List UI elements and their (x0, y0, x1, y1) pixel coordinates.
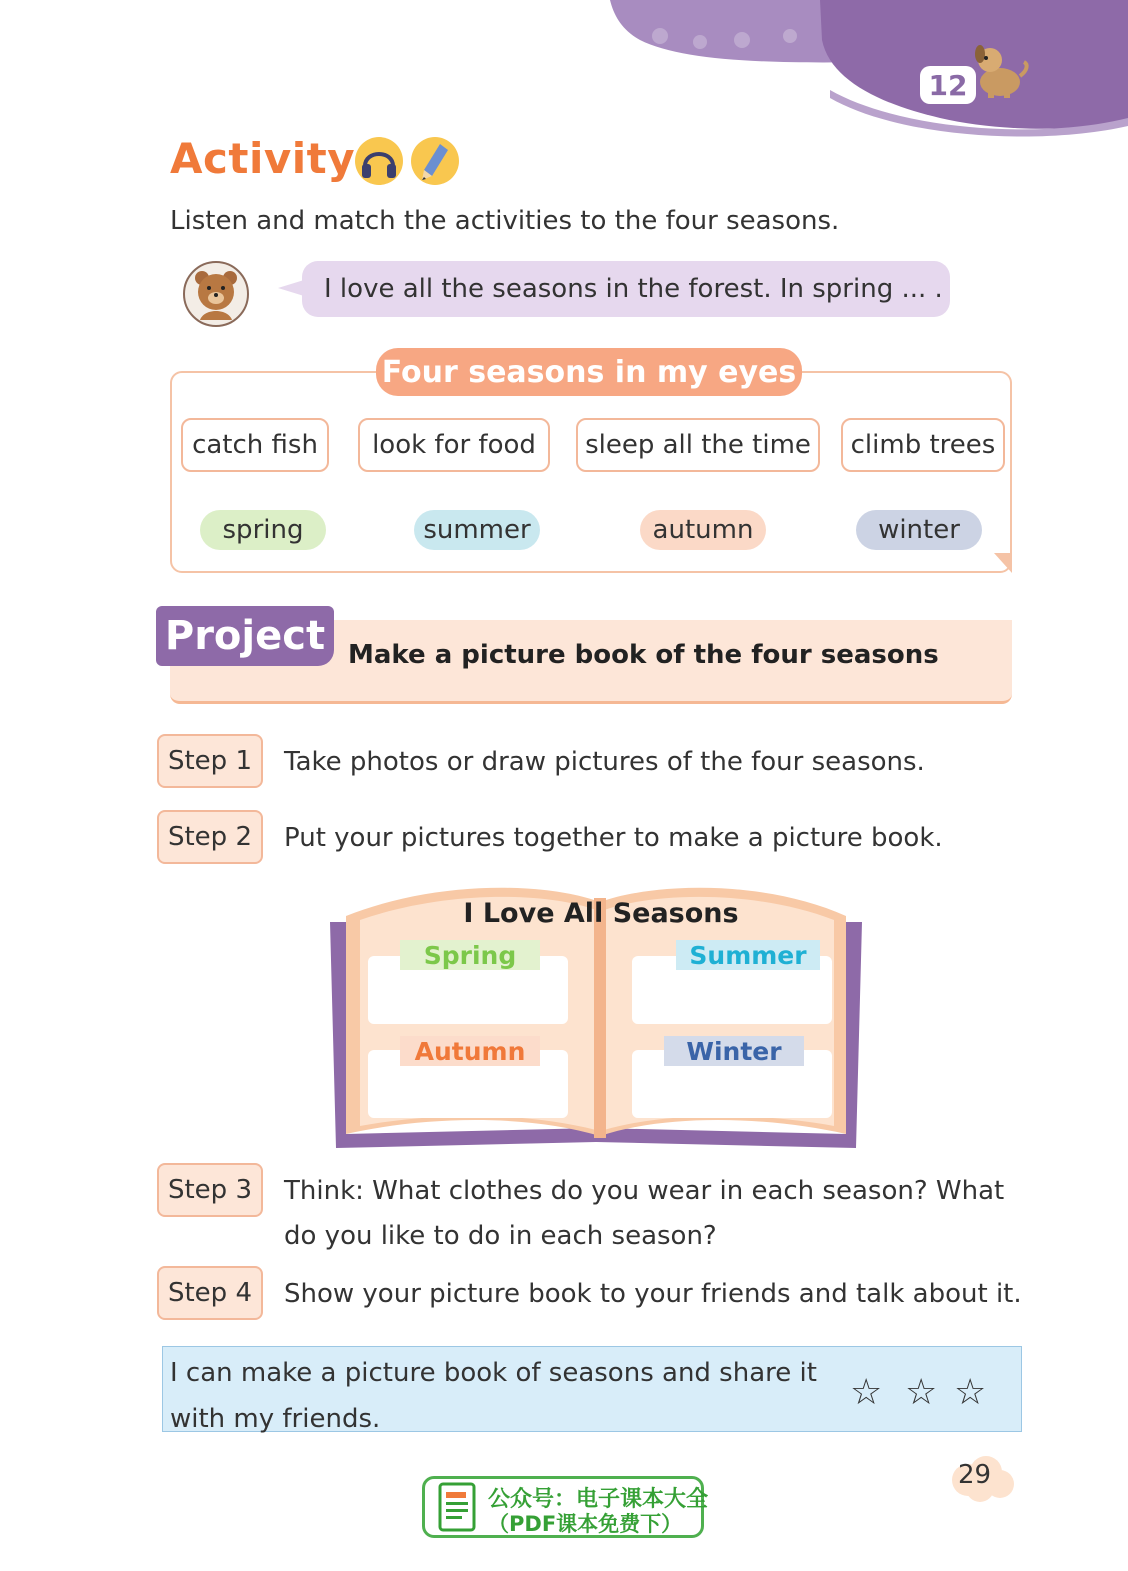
activity-chip-catch-fish[interactable]: catch fish (181, 418, 329, 472)
rating-star-1[interactable]: ☆ (850, 1372, 883, 1413)
page-number: 29 (958, 1460, 992, 1490)
activity-title: Activity (170, 134, 356, 183)
season-pill-spring[interactable]: spring (200, 510, 326, 550)
rating-star-3[interactable]: ☆ (954, 1372, 987, 1413)
project-tag: Project (156, 606, 334, 666)
seasons-box-title: Four seasons in my eyes (376, 348, 802, 396)
ribbon-winter: Winter (664, 1036, 804, 1066)
step-1-text: Take photos or draw pictures of the four seasons. (284, 747, 925, 777)
step-4-tag: Step 4 (157, 1266, 263, 1320)
book-title: I Love All Seasons (463, 898, 739, 929)
step-3-text: Think: What clothes do you wear in each season? What do you like to do in each season? (284, 1176, 1005, 1251)
bear-icon (182, 260, 250, 328)
headphones-icon (354, 136, 404, 186)
ribbon-spring: Spring (400, 940, 540, 970)
step-3-tag: Step 3 (157, 1163, 263, 1217)
unit-number-badge: 12 (920, 66, 976, 104)
book-icon (436, 1482, 480, 1534)
watermark-line-1: 公众号：电子课本大全 (488, 1487, 709, 1512)
speech-bubble-tail (278, 280, 304, 296)
ribbon-summer: Summer (676, 940, 820, 970)
dog-icon (968, 40, 1030, 100)
season-pill-winter[interactable]: winter (856, 510, 982, 550)
season-pill-autumn[interactable]: autumn (640, 510, 766, 550)
speech-text: I love all the seasons in the forest. In spring ... . (324, 274, 943, 304)
watermark-line-2: （PDF课本免费下） (488, 1512, 683, 1536)
activity-instruction: Listen and match the activities to the four seasons. (170, 206, 840, 236)
project-subtitle: Make a picture book of the four seasons (348, 640, 939, 670)
activity-chip-sleep-all-the-time[interactable]: sleep all the time (576, 418, 820, 472)
step-2-tag: Step 2 (157, 810, 263, 864)
activity-chip-look-for-food[interactable]: look for food (358, 418, 550, 472)
step-1-tag: Step 1 (157, 734, 263, 788)
box-corner-fold (994, 553, 1012, 573)
speech-bubble (302, 261, 950, 317)
step-2-text: Put your pictures together to make a picture book. (284, 823, 943, 853)
pencil-icon (410, 136, 460, 186)
self-check-text: I can make a picture book of seasons and share it with my friends. (170, 1358, 817, 1434)
activity-chip-climb-trees[interactable]: climb trees (841, 418, 1005, 472)
step-4-text: Show your picture book to your friends and talk about it. (284, 1279, 1022, 1309)
season-pill-summer[interactable]: summer (414, 510, 540, 550)
ribbon-autumn: Autumn (400, 1036, 540, 1066)
rating-star-2[interactable]: ☆ (905, 1372, 938, 1413)
